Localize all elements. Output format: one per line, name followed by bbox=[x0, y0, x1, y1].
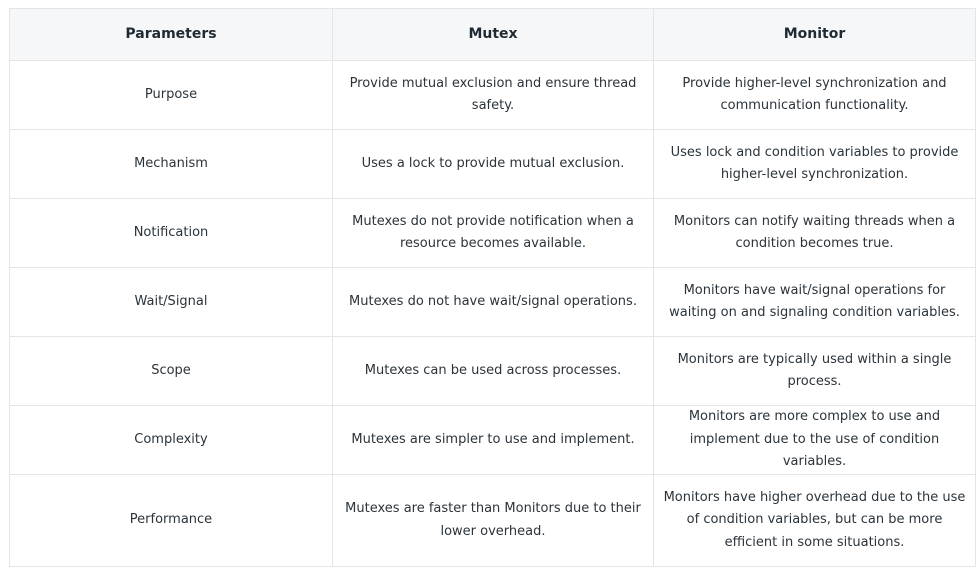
table-header bbox=[10, 9, 976, 61]
cell-parameter: Performance bbox=[10, 475, 333, 567]
cell-monitor: Monitors can notify waiting threads when a condition becomes true. bbox=[654, 199, 976, 268]
cell-mutex: Mutexes do not have wait/signal operations. bbox=[333, 268, 654, 337]
cell-mutex: Mutexes can be used across processes. bbox=[333, 337, 654, 406]
cell-parameter: Notification bbox=[10, 199, 333, 268]
cell-parameter: Purpose bbox=[10, 61, 333, 130]
cell-monitor: Monitors have higher overhead due to the use of condition variables, but can be more efficient in some situations. bbox=[654, 475, 976, 567]
mutex-vs-monitor-table bbox=[9, 8, 976, 567]
table-row-wait-signal bbox=[10, 268, 976, 337]
cell-monitor: Monitors are typically used within a single process. bbox=[654, 337, 976, 406]
cell-monitor: Provide higher-level synchronization and communication functionality. bbox=[654, 61, 976, 130]
comparison-table-container bbox=[9, 8, 975, 567]
table-body bbox=[10, 61, 976, 567]
table-row-scope bbox=[10, 337, 976, 406]
cell-mutex: Uses a lock to provide mutual exclusion. bbox=[333, 130, 654, 199]
header-row bbox=[10, 9, 976, 61]
cell-mutex: Mutexes are faster than Monitors due to their lower overhead. bbox=[333, 475, 654, 567]
table-row-complexity bbox=[10, 406, 976, 475]
cell-mutex: Mutexes are simpler to use and implement. bbox=[333, 406, 654, 475]
table-row-mechanism bbox=[10, 130, 976, 199]
cell-monitor: Monitors have wait/signal operations for waiting on and signaling condition variables. bbox=[654, 268, 976, 337]
cell-parameter: Mechanism bbox=[10, 130, 333, 199]
table-row-performance bbox=[10, 475, 976, 567]
header-parameters: Parameters bbox=[10, 9, 333, 61]
cell-parameter: Wait/Signal bbox=[10, 268, 333, 337]
cell-mutex: Provide mutual exclusion and ensure thread safety. bbox=[333, 61, 654, 130]
header-monitor: Monitor bbox=[654, 9, 976, 61]
cell-monitor: Uses lock and condition variables to provide higher-level synchronization. bbox=[654, 130, 976, 199]
cell-monitor: Monitors are more complex to use and implement due to the use of condition variables. bbox=[654, 406, 976, 475]
header-mutex: Mutex bbox=[333, 9, 654, 61]
cell-parameter: Complexity bbox=[10, 406, 333, 475]
cell-parameter: Scope bbox=[10, 337, 333, 406]
table-row-purpose bbox=[10, 61, 976, 130]
table-row-notification bbox=[10, 199, 976, 268]
cell-mutex: Mutexes do not provide notification when a resource becomes available. bbox=[333, 199, 654, 268]
